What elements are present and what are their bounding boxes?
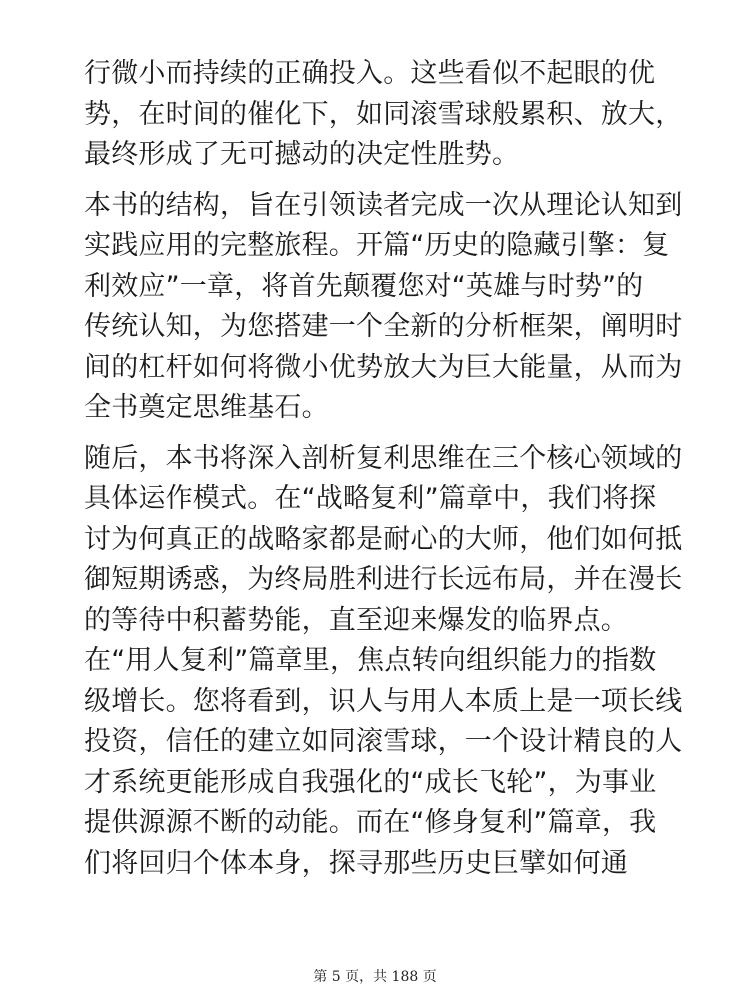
- text-line: 利效应”一章，将首先颠覆您对“英雄与时势”的: [84, 270, 644, 302]
- text-line: 行微小而持续的正确投入。这些看似不起眼的优: [84, 58, 656, 89]
- text-line: 最终形成了无可撼动的决定性胜势。: [84, 139, 520, 170]
- page-number-footer: 第 5 页，共 188 页: [313, 969, 437, 985]
- text-line: 御短期诱惑，为终局胜利进行长远布局，并在漫长: [84, 564, 683, 595]
- text-line: 具体运作模式。在“战略复利”篇章中，我们将探: [84, 483, 657, 514]
- text-line: 随后，本书将深入剖析复利思维在三个核心领域的: [84, 442, 683, 474]
- text-line: 全书奠定思维基石。: [84, 392, 329, 423]
- text-line: 级增长。您将看到，识人与用人本质上是一项长线: [84, 685, 683, 717]
- text-line: 传统认知，为您搭建一个全新的分析框架，阐明时: [84, 311, 683, 342]
- paragraph-1: [84, 54, 683, 176]
- paragraph-3: [84, 439, 683, 642]
- text-line: 的等待中积蓄势能，直至迎来爆发的临界点。: [84, 604, 628, 636]
- text-line: 间的杠杆如何将微小优势放大为巨大能量，从而为: [84, 351, 683, 383]
- paragraph-2: [84, 186, 683, 429]
- text-line: 势，在时间的催化下，如同滚雪球般累积、放大，: [84, 98, 683, 130]
- text-line: 在“用人复利”篇章里，焦点转向组织能力的指数: [84, 645, 657, 676]
- text-line: 提供源源不断的动能。而在“修身复利”篇章，我: [84, 807, 657, 838]
- text-line: 才系统更能形成自我强化的“成长飞轮”，为事业: [84, 766, 657, 798]
- text-line: 实践应用的完整旅程。开篇“历史的隐藏引擎：复: [84, 230, 670, 261]
- text-line: 讨为何真正的战略家都是耐心的大师，他们如何抵: [84, 523, 683, 555]
- text-line: 们将回归个体本身，探寻那些历史巨擘如何通: [84, 847, 628, 879]
- paragraph-4: [84, 641, 683, 884]
- text-line: 本书的结构，旨在引领读者完成一次从理论认知到: [84, 189, 683, 221]
- text-line: 投资，信任的建立如同滚雪球，一个设计精良的人: [84, 726, 683, 757]
- body-text: [84, 54, 683, 884]
